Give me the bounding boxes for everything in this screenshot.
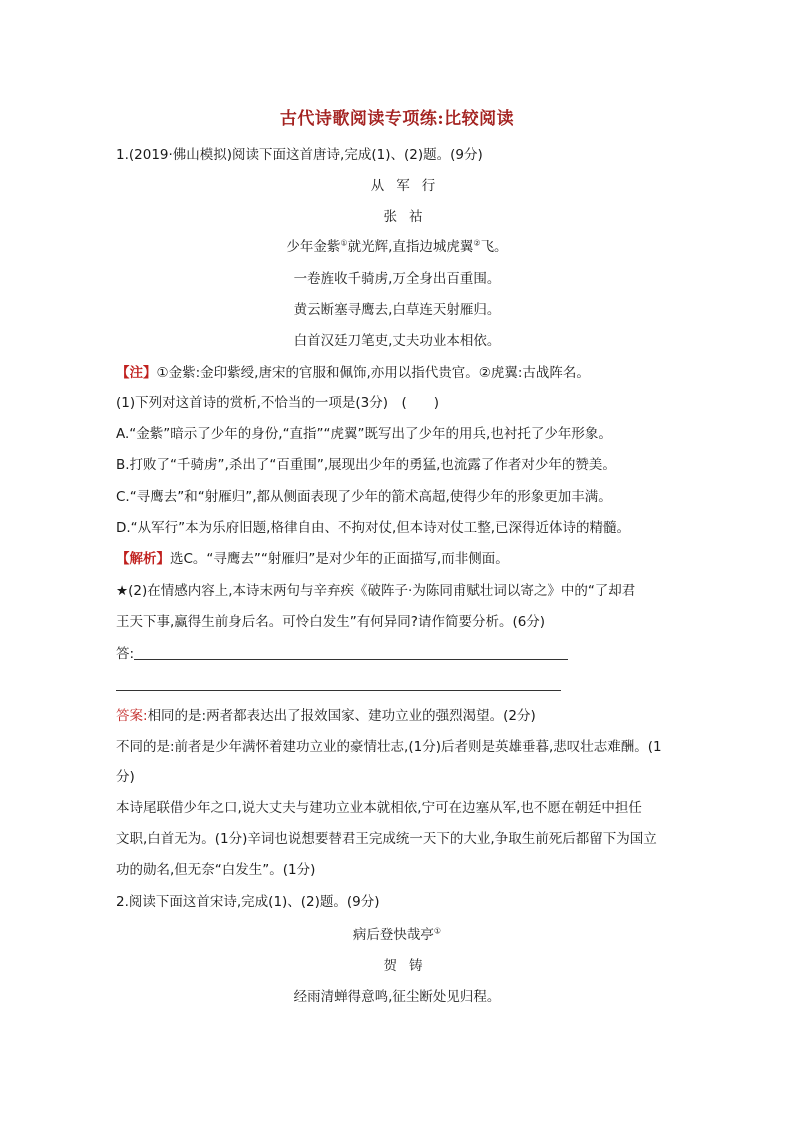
poem-1-title: 从军行 xyxy=(370,178,448,194)
answer-blank-line-2[interactable] xyxy=(116,690,561,691)
answer-key-line-1: 答案:相同的是:两者都表达出了报效国家、建功立业的强烈渴望。(2分) xyxy=(116,708,536,724)
sub-question-2-line-1: ★(2)在情感内容上,本诗末两句与辛弃疾《破阵子·为陈同甫赋壮词以寄之》中的“了却君 xyxy=(116,583,636,599)
footnote-marker: ② xyxy=(473,238,481,248)
sub-question-1: (1)下列对这首诗的赏析,不恰当的一项是(3分) ( ) xyxy=(116,395,440,411)
page-title: 古代诗歌阅读专项练:比较阅读 xyxy=(279,109,515,129)
analysis-label: 【解析】 xyxy=(116,551,170,567)
question-1-intro: 1.(2019·佛山模拟)阅读下面这首唐诗,完成(1)、(2)题。(9分) xyxy=(116,147,483,163)
poem-1-author: 张祜 xyxy=(383,209,435,225)
poem-1-line-2: 一卷旌收千骑虏,万全身出百重围。 xyxy=(293,271,501,287)
star-icon: ★ xyxy=(116,583,129,599)
poem-1-line-4: 白首汉廷刀笔吏,丈夫功业本相依。 xyxy=(293,333,501,349)
answer-label: 答: xyxy=(116,646,135,662)
poem-1-line-1: 少年金紫①就光辉,直指边城虎翼②飞。 xyxy=(286,238,508,255)
answer-key-line-6: 功的勋名,但无奈“白发生”。(1分) xyxy=(116,862,316,878)
footnote-marker: ① xyxy=(340,238,348,248)
poem-2-line-1: 经雨清蝉得意鸣,征尘断处见归程。 xyxy=(293,989,501,1005)
answer-key-line-3: 分) xyxy=(116,769,135,785)
question-2-intro: 2.阅读下面这首宋诗,完成(1)、(2)题。(9分) xyxy=(116,894,380,910)
poem-2-title: 病后登快哉亭① xyxy=(352,926,442,943)
analysis: 【解析】选C。“寻鹰去”“射雁归”是对少年的正面描写,而非侧面。 xyxy=(116,551,509,567)
answer-blank-line-1[interactable] xyxy=(134,659,568,660)
answer-key-line-2: 不同的是:前者是少年满怀着建功立业的豪情壮志,(1分)后者则是英雄垂暮,悲叹壮志难酬。(1 xyxy=(116,739,662,755)
note-label: 【注】 xyxy=(116,365,157,381)
footnote-marker: ① xyxy=(433,926,442,936)
sub-question-2-line-2: 王天下事,赢得生前身后名。可怜白发生”有何异同?请作简要分析。(6分) xyxy=(116,614,546,630)
option-a: A.“金紫”暗示了少年的身份,“直指”“虎翼”既写出了少年的用兵,也衬托了少年形象。 xyxy=(116,426,612,442)
option-c: C.“寻鹰去”和“射雁归”,都从侧面表现了少年的箭术高超,使得少年的形象更加丰满。 xyxy=(116,489,612,505)
poem-1-note: 【注】①金紫:金印紫绶,唐宋的官服和佩饰,亦用以指代贵官。②虎翼:古战阵名。 xyxy=(116,365,590,381)
option-d: D.“从军行”本为乐府旧题,格律自由、不拘对仗,但本诗对仗工整,已深得近体诗的精髓。 xyxy=(116,520,631,536)
answer-key-line-5: 文职,白首无为。(1分)辛词也说想要替君王完成统一天下的大业,争取生前死后都留下为国立 xyxy=(116,831,657,847)
answer-key-line-4: 本诗尾联借少年之口,说大丈夫与建功立业本就相依,宁可在边塞从军,也不愿在朝廷中担任 xyxy=(116,800,642,816)
poem-1-line-3: 黄云断塞寻鹰去,白草连天射雁归。 xyxy=(293,302,501,318)
option-b: B.打败了“千骑虏”,杀出了“百重围”,展现出少年的勇猛,也流露了作者对少年的赞美。 xyxy=(116,457,616,473)
poem-2-author: 贺铸 xyxy=(383,958,435,974)
answer-key-label: 答案: xyxy=(116,708,148,724)
